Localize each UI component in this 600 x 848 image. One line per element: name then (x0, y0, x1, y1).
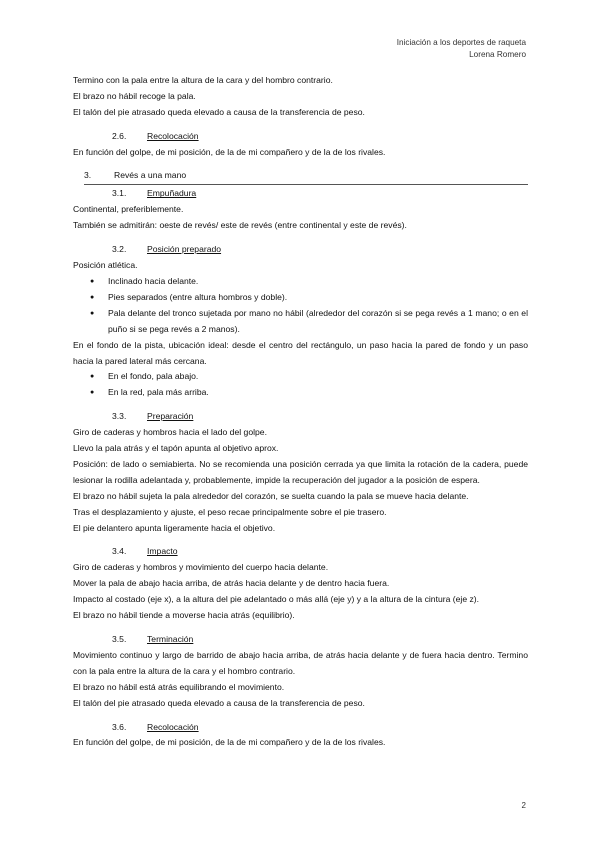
list-item: ● Pies separados (entre altura hombros y doble). (73, 290, 528, 306)
section-title: Recolocación (147, 721, 199, 732)
section-heading-2-6 (112, 129, 528, 145)
section-heading-3-2 (112, 242, 528, 258)
section-title: Preparación (147, 411, 194, 422)
page-header (397, 37, 526, 61)
section-title: Empuñadura (147, 188, 197, 199)
list-item: ● Pala delante del tronco sujetada por mano no hábil (alrededor del corazón si se pega revés a 1 mano; o en el puño si se pega revés a 2 manos). (73, 306, 528, 338)
section-heading-3-6 (112, 720, 528, 736)
text-line: Tras el desplazamiento y ajuste, el peso recae principalmente sobre el pie trasero. (73, 506, 387, 517)
text-line: El brazo no hábil tiende a moverse hacia atrás (equilibrio). (73, 610, 295, 621)
text-line: El pie delantero apunta ligeramente hacia el objetivo. (73, 522, 276, 533)
section-title: Recolocación (147, 130, 199, 141)
section-heading-3-5 (112, 632, 528, 648)
text-line: Giro de caderas y hombros y movimiento del cuerpo hacia delante. (73, 562, 329, 573)
text-line: El brazo no hábil recoge la pala. (73, 90, 196, 101)
bullet-list (73, 274, 528, 338)
bullet-list (73, 369, 528, 401)
section-heading-3-1 (112, 186, 528, 202)
chapter-number: 3. (84, 169, 92, 180)
section-title: Posición preparado (147, 244, 222, 255)
header-course-title: Iniciación a los deportes de raqueta (396, 38, 526, 47)
paragraph: Posición: de lado o semiabierta. No se recomienda una posición cerrada ya que limita la rotación de la cadera, puede lesionar la rodilla adelantada y, probablemente, impide la recuperación del jugador a la posición de espera. (73, 458, 528, 485)
page-number: 2 (521, 801, 526, 810)
section-number: 3.3. (112, 411, 127, 422)
text-line: Termino con la pala entre la altura de la cara y del hombro contrario. (73, 75, 333, 85)
section-heading-3-3 (112, 409, 528, 425)
text-line: Mover la pala de abajo hacia arriba, de atrás hacia delante y de dentro hacia fuera. (73, 578, 390, 589)
paragraph: Movimiento continuo y largo de barrido de abajo hacia arriba, de atrás hacia delante y de fuera hacia dentro. Termino con la pala entre la altura de la cara y el hombro contrario. (73, 649, 528, 676)
list-item: ● Inclinado hacia delante. (73, 274, 528, 290)
text-line: También se admitirán: oeste de revés/ este de revés (entre continental y este de revés). (73, 220, 407, 231)
list-item: ● En el fondo, pala abajo. (73, 369, 528, 385)
text-line: Giro de caderas y hombros hacia el lado del golpe. (73, 427, 267, 438)
text-line: El brazo no hábil sujeta la pala alrededor del corazón, se suelta cuando la pala se mueve hacia delante. (73, 490, 469, 501)
section-number: 3.4. (112, 546, 127, 557)
section-number: 3.1. (112, 188, 127, 199)
paragraph: En el fondo de la pista, ubicación ideal: desde el centro del rectángulo, un paso hacia la pared de fondo y un paso hacia la pared lateral más cercana. (73, 339, 528, 366)
section-number: 3.5. (112, 634, 127, 644)
text-line: En función del golpe, de mi posición, de la de mi compañero y de la de los rivales. (73, 737, 386, 748)
text-line: En función del golpe, de mi posición, de la de mi compañero y de la de los rivales. (73, 146, 386, 157)
text-line: El talón del pie atrasado queda elevado a causa de la transferencia de peso. (73, 106, 365, 117)
chapter-heading-3 (84, 168, 528, 186)
section-number: 3.6. (112, 721, 127, 732)
section-title: Impacto (147, 546, 178, 557)
list-item: ● En la red, pala más arriba. (73, 385, 528, 401)
section-heading-3-4 (112, 544, 528, 560)
section-number: 2.6. (112, 130, 127, 141)
document-body (73, 73, 528, 751)
text-line: Impacto al costado (eje x), a la altura del pie adelantado o más allá (eje y) y a la altura de la cintura (eje z). (73, 594, 480, 605)
text-line: El brazo no hábil está atrás equilibrando el movimiento. (73, 681, 285, 692)
section-title: Terminación (147, 634, 194, 644)
text-line: El talón del pie atrasado queda elevado a causa de la transferencia de peso. (73, 697, 365, 708)
text-line: Continental, preferiblemente. (73, 204, 184, 215)
header-author: Lorena Romero (469, 50, 526, 59)
section-number: 3.2. (112, 244, 127, 255)
chapter-title: Revés a una mano (114, 169, 187, 180)
text-line: Posición atlética. (73, 260, 138, 271)
text-line: Llevo la pala atrás y el tapón apunta al objetivo aprox. (73, 443, 279, 454)
